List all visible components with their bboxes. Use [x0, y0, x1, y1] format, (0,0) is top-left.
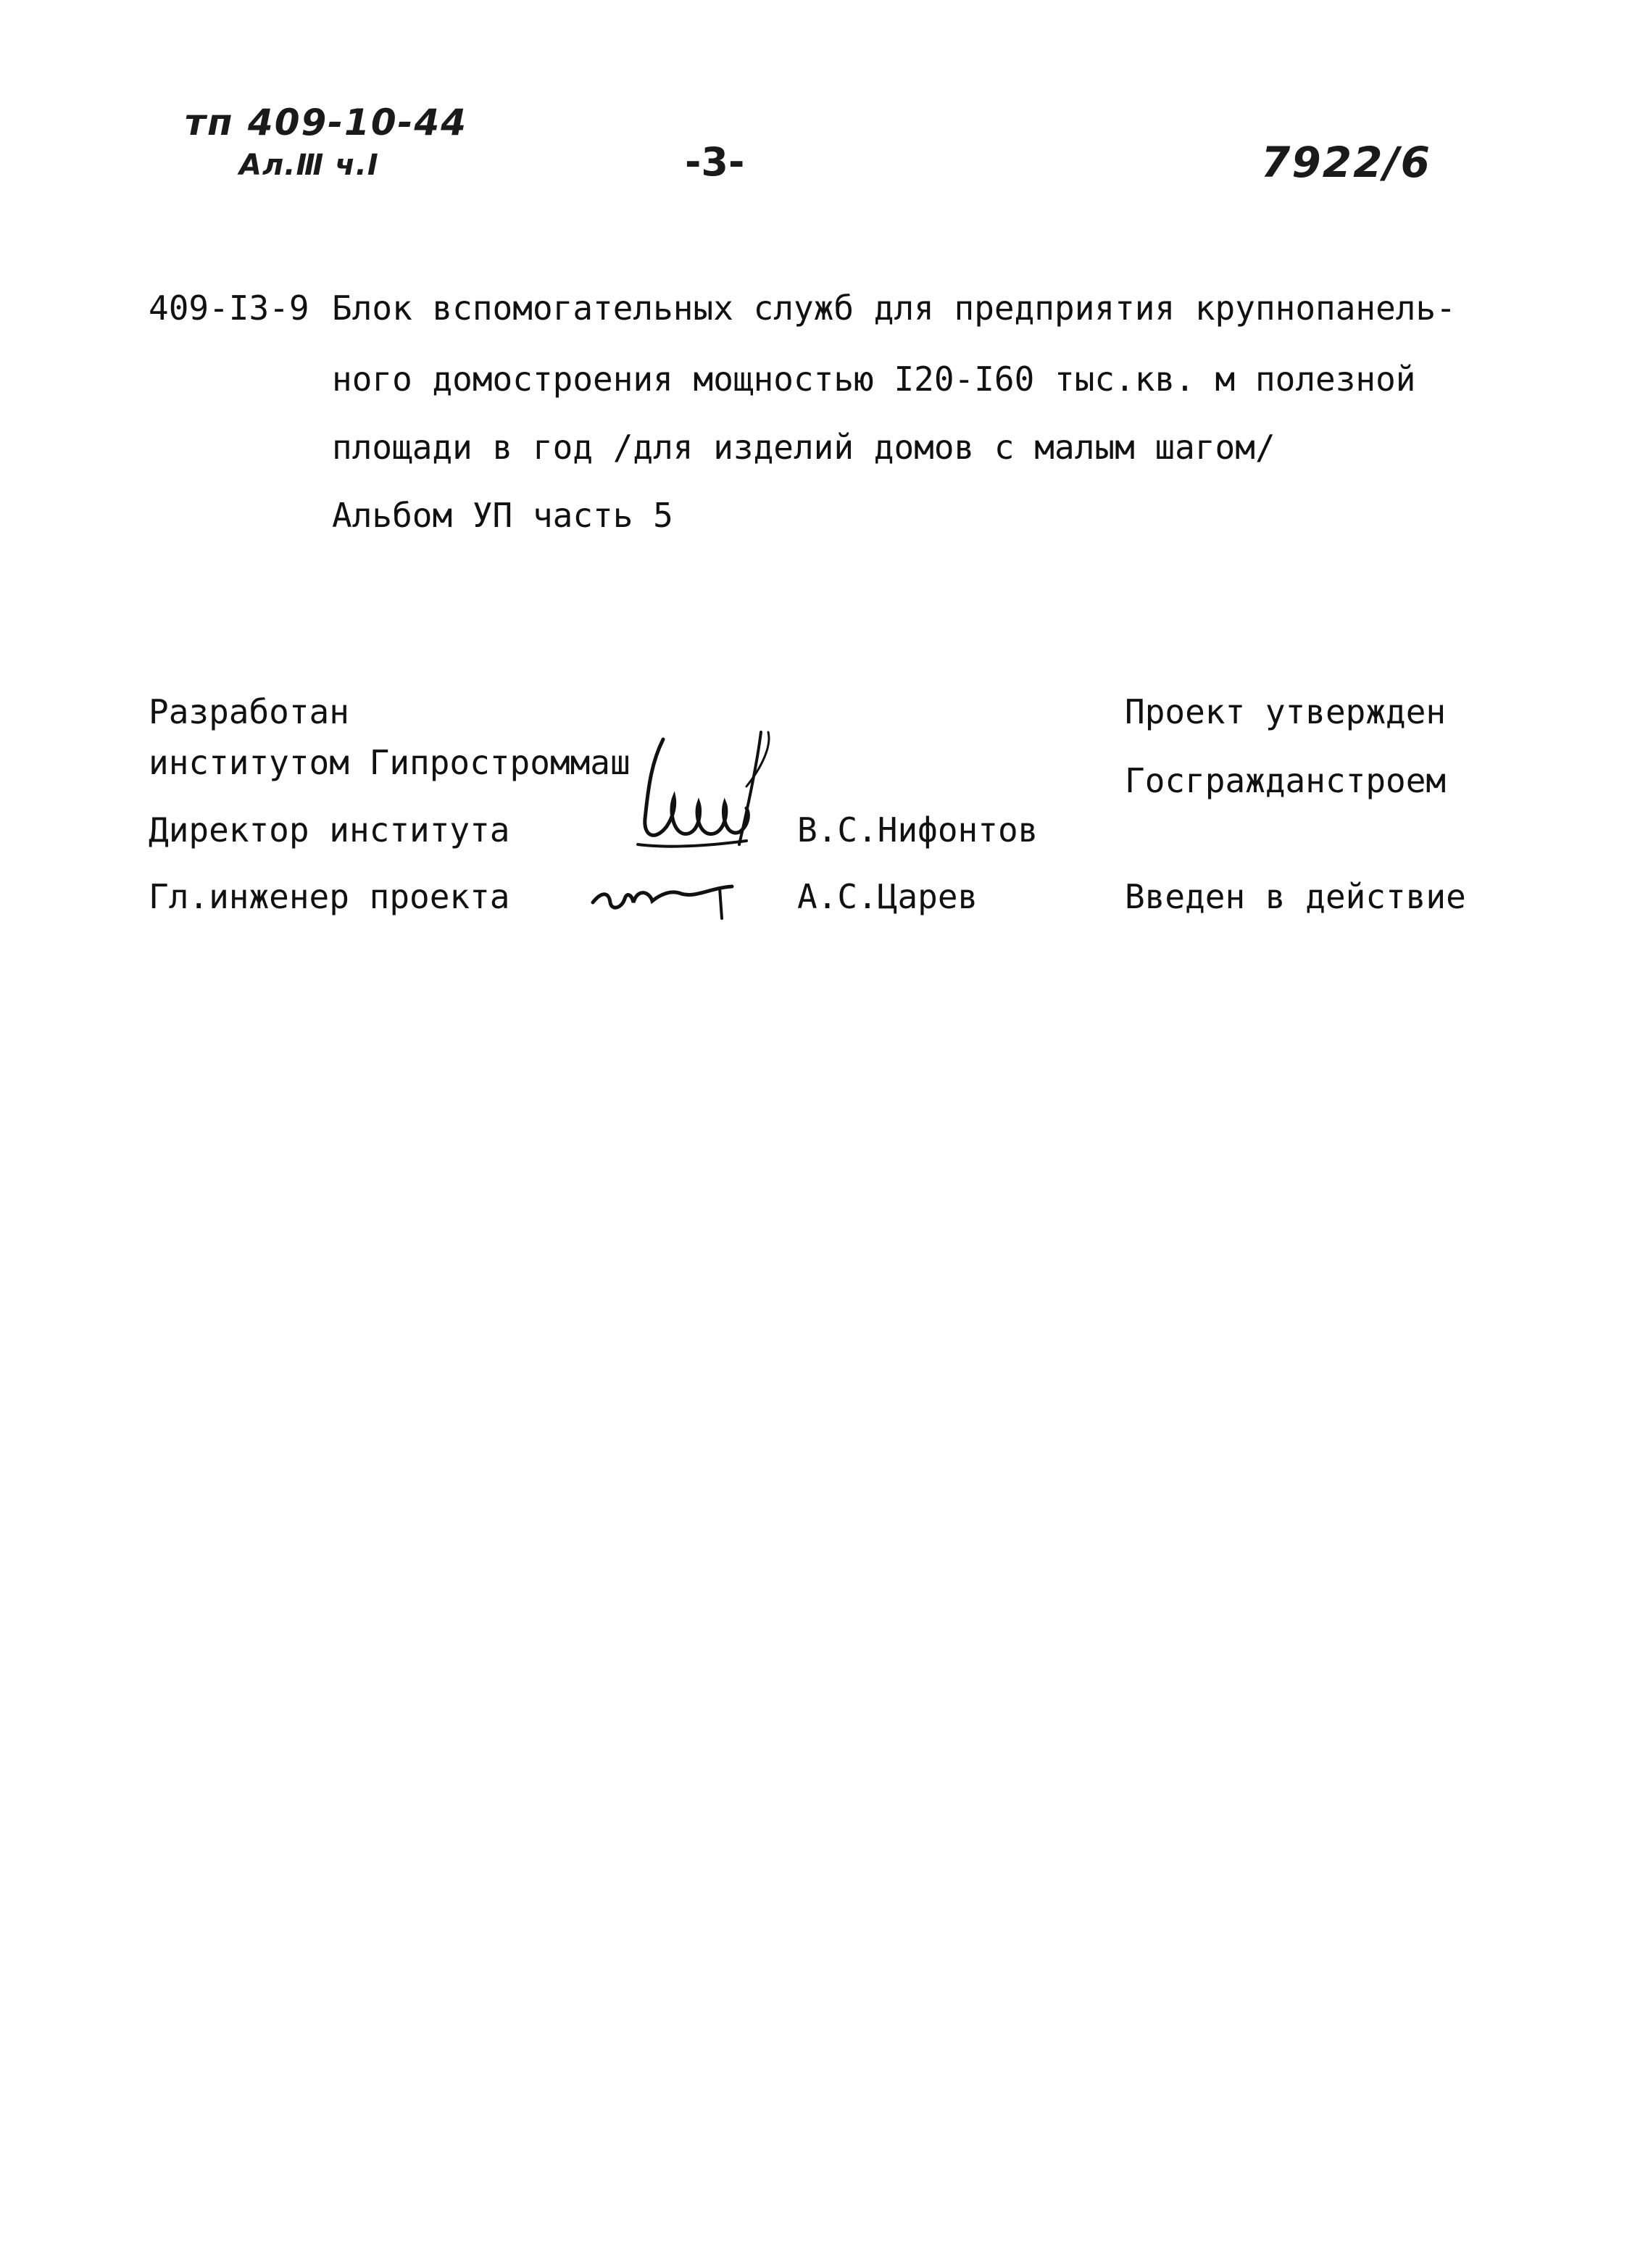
- inventory-number: 7922/6: [1261, 138, 1431, 187]
- page-number: -3-: [685, 139, 745, 185]
- project-description-line: ного домостроения мощностью I20-I60 тыс.кв. м полезной: [332, 360, 1416, 399]
- project-description-line: Альбом УП часть 5: [332, 496, 673, 535]
- director-name: В.С.Нифонтов: [797, 810, 1039, 850]
- project-description-line: Блок вспомогательных служб для предприятия крупнопанель-: [332, 288, 1456, 328]
- chief-engineer-name: А.С.Царев: [797, 877, 978, 916]
- album-part-label: Ал.Ⅲ ч.I: [239, 149, 379, 182]
- developer-institute: институтом Гипростроммаш: [149, 743, 631, 782]
- developed-by-label: Разработан: [149, 692, 349, 731]
- put-into-effect-label: Введен в действие: [1125, 877, 1466, 916]
- director-signature: [623, 718, 790, 863]
- project-description-line: площади в год /для изделий домов с малым шагом/: [332, 428, 1276, 467]
- project-code: 409-I3-9: [149, 288, 309, 328]
- chief-engineer-signature: [587, 866, 746, 924]
- chief-engineer-label: Гл.инженер проекта: [149, 877, 510, 916]
- approving-authority: Госгражданстроем: [1125, 761, 1447, 800]
- document-code: тп 409-10-44: [185, 101, 467, 144]
- director-label: Директор института: [149, 810, 510, 850]
- approval-label: Проект утвержден: [1125, 692, 1447, 731]
